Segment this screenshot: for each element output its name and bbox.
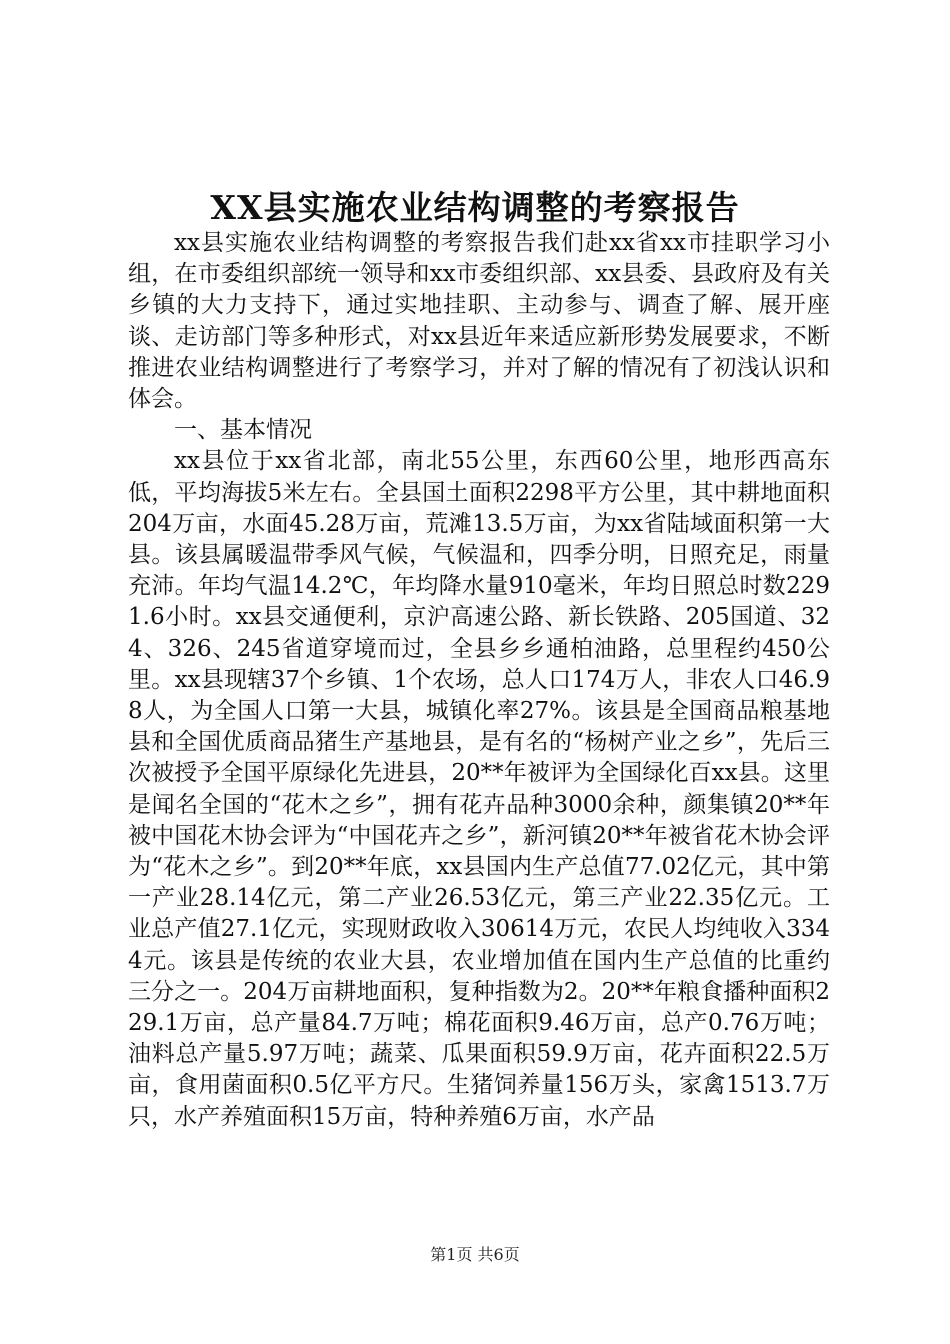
intro-paragraph: xx县实施农业结构调整的考察报告我们赴xx省xx市挂职学习小组，在市委组织部统一领导和xx市委组织部、xx县委、县政府及有关乡镇的大力支持下，通过实地挂职、主动参与、调查了解、展开座谈、走访部门等多种形式，对xx县近年来适应新形势发展要求，不断推进农业结构调整进行了考察学习，并对了解的情况有了初浅认识和体会。 bbox=[128, 230, 830, 413]
document-body bbox=[128, 228, 830, 1133]
page-number-footer: 第1页 共6页 bbox=[430, 1245, 520, 1264]
document-title: XX县实施农业结构调整的考察报告 bbox=[210, 188, 740, 227]
section-heading-basic-situation: 一、基本情况 bbox=[174, 417, 312, 444]
basic-situation-paragraph: xx县位于xx省北部，南北55公里，东西60公里，地形西高东低，平均海拔5米左右。全县国土面积2298平方公里，其中耕地面积204万亩，水面45.28万亩，荒滩13.5万亩，为xx省陆域面积第一大县。该县属暖温带季风气候，气候温和，四季分明，日照充足，雨量充沛。年均气温14.2℃，年均降水量910毫米，年均日照总时数2291.6小时。xx县交通便利，京沪高速公路、新长铁路、205国道、324、326、245省道穿境而过，全县乡乡通柏油路，总里程约450公里。xx县现辖37个乡镇、1个农场，总人口174万人，非农人口46.98人，为全国人口第一大县，城镇化率27%。该县是全国商品粮基地县和全国优质商品猪生产基地县，是有名的“杨树产业之乡”，先后三次被授予全国平原绿化先进县，20**年被评为全国绿化百xx县。这里是闻名全国的“花木之乡”，拥有花卉品种3000余种，颜集镇20**年被中国花木协会评为“中国花卉之乡”，新河镇20**年被省花木协会评为“花木之乡”。到20**年底，xx县国内生产总值77.02亿元，其中第一产业28.14亿元，第二产业26.53亿元，第三产业22.35亿元。工业总产值27.1亿元，实现财政收入30614万元，农民人均纯收入3344元。该县是传统的农业大县，农业增加值在国内生产总值的比重约三分之一。204万亩耕地面积，复种指数为2。20**年粮食播种面积229.1万亩，总产量84.7万吨；棉花面积9.46万亩，总产0.76万吨；油料总产量5.97万吨；蔬菜、瓜果面积59.9万亩，花卉面积22.5万亩，食用菌面积0.5亿平方尺。生猪饲养量156万头，家禽1513.7万只，水产养殖面积15万亩，特种养殖6万亩，水产品 bbox=[128, 448, 830, 1130]
